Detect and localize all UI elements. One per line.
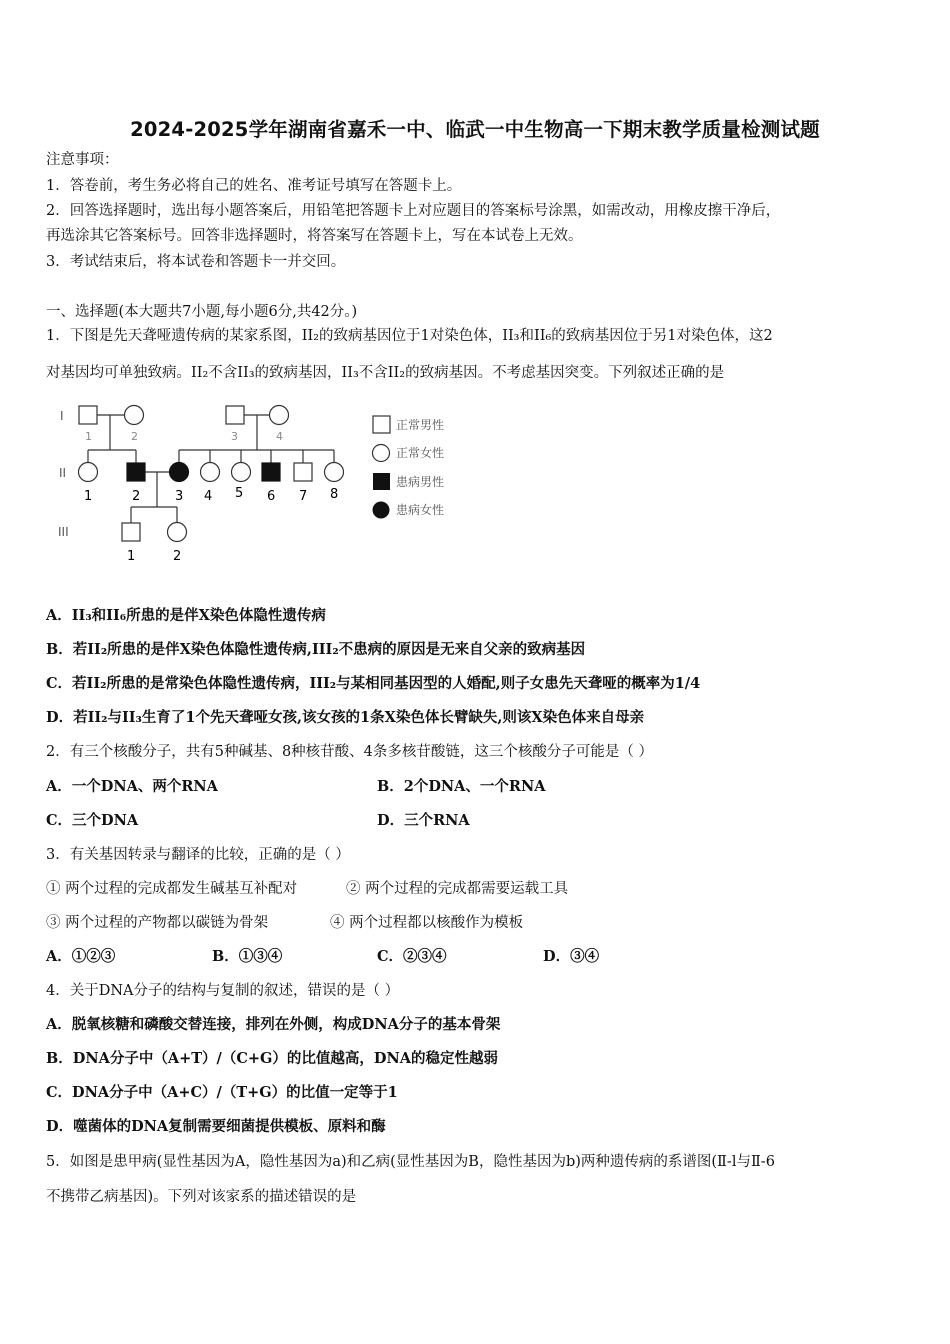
gen2-number: 8 <box>330 487 339 502</box>
q3-option-c: C．②③④ <box>377 948 447 965</box>
q5-stem-line2: 不携带乙病基因)。下列对该家系的描述错误的是 <box>46 1189 357 1205</box>
q1-option-a: A．II₃和II₆所患的是伴X染色体隐性遗传病 <box>46 607 326 624</box>
q2-option-c: C．三个DNA <box>46 812 139 829</box>
legend-affected-female-icon <box>373 502 390 519</box>
gen2-number: 2 <box>132 489 141 504</box>
gen2-number: 1 <box>84 489 93 504</box>
pedigree-II-7 <box>294 463 312 481</box>
q1-stem-line2: 对基因均可单独致病。II₂不含II₃的致病基因，II₃不含II₂的致病基因。不考虑基因突变。下列叙述正确的是 <box>46 365 725 381</box>
gen2-number: 6 <box>267 489 276 504</box>
q2-option-b: B．2个DNA、一个RNA <box>377 778 546 795</box>
gen2-number: 5 <box>235 486 244 501</box>
section-heading: 一、选择题(本大题共7小题,每小题6分,共42分。) <box>46 304 358 320</box>
q3-option-a: A．①②③ <box>46 948 116 965</box>
legend-normal-male-icon <box>373 416 390 433</box>
pedigree-figure <box>46 395 476 570</box>
pedigree-II-4 <box>201 463 220 482</box>
legend-normal-female: 正常女性 <box>396 446 445 460</box>
pedigree-II-6 <box>262 463 280 481</box>
q1-stem-line1: 1．下图是先天聋哑遗传病的某家系图，II₂的致病基因位于1对染色体，II₃和II₆的致病基因位于另1对染色体，这2 <box>46 328 773 344</box>
pedigree-II-2 <box>127 463 145 481</box>
q1-option-b: B．若II₂所患的是伴X染色体隐性遗传病,III₂不患病的原因是无来自父亲的致病基因 <box>46 641 586 658</box>
pedigree-II-3 <box>170 463 189 482</box>
notice-item-3: 3．考试结束后，将本试卷和答题卡一并交回。 <box>46 254 346 270</box>
gen-label-I: I <box>60 409 64 423</box>
notice-heading: 注意事项： <box>46 152 119 168</box>
q3-stem: 3．有关基因转录与翻译的比较，正确的是（ ） <box>46 847 350 863</box>
q3-statement-3: ③ 两个过程的产物都以碳链为骨架 <box>46 915 269 931</box>
q4-option-a: A．脱氧核糖和磷酸交替连接，排列在外侧，构成DNA分子的基本骨架 <box>46 1016 501 1033</box>
gen1-number: 2 <box>131 430 138 443</box>
pedigree-I-2 <box>125 406 144 425</box>
q4-option-b: B．DNA分子中（A+T）/（C+G）的比值越高，DNA的稳定性越弱 <box>46 1050 498 1067</box>
legend-normal-male: 正常男性 <box>396 418 445 432</box>
q3-statement-1: ① 两个过程的完成都发生碱基互补配对 <box>46 881 298 897</box>
notice-item-2-cont: 再选涂其它答案标号。回答非选择题时，将答案写在答题卡上，写在本试卷上无效。 <box>46 228 583 244</box>
gen2-number: 3 <box>175 489 184 504</box>
q3-option-d: D．③④ <box>543 948 600 965</box>
gen1-number: 3 <box>231 430 238 443</box>
legend-normal-female-icon <box>373 445 390 462</box>
q2-option-a: A．一个DNA、两个RNA <box>46 778 218 795</box>
q3-option-b: B．①③④ <box>212 948 283 965</box>
q4-option-d: D．噬菌体的DNA复制需要细菌提供模板、原料和酶 <box>46 1118 386 1135</box>
legend-affected-male-icon <box>373 473 390 490</box>
gen1-number: 1 <box>85 430 92 443</box>
pedigree-I-1 <box>79 406 97 424</box>
gen2-number: 4 <box>204 489 213 504</box>
pedigree-III-2 <box>168 523 187 542</box>
gen1-number: 4 <box>276 430 283 443</box>
notice-item-1: 1．答卷前，考生务必将自己的姓名、准考证号填写在答题卡上。 <box>46 178 462 194</box>
page-title: 2024-2025学年湖南省嘉禾一中、临武一中生物高一下期末教学质量检测试题 <box>130 118 820 141</box>
gen3-number: 2 <box>173 549 182 564</box>
notice-item-2: 2．回答选择题时，选出每小题答案后，用铅笔把答题卡上对应题目的答案标号涂黑，如需改动，用橡皮擦干净后， <box>46 203 781 219</box>
pedigree-I-3 <box>226 406 244 424</box>
pedigree-III-1 <box>122 523 140 541</box>
q5-stem-line1: 5．如图是患甲病(显性基因为A，隐性基因为a)和乙病(显性基因为B，隐性基因为b)两种遗传病的系谱图(Ⅱ-l与Ⅱ-6 <box>46 1154 775 1170</box>
q1-option-c: C．若II₂所患的是常染色体隐性遗传病，III₂与某相同基因型的人婚配,则子女患先天聋哑的概率为1/4 <box>46 675 701 692</box>
q3-statement-4: ④ 两个过程都以核酸作为模板 <box>330 915 524 931</box>
q3-statement-2: ② 两个过程的完成都需要运载工具 <box>346 881 569 897</box>
gen-label-II: II <box>59 466 67 480</box>
pedigree-II-1 <box>79 463 98 482</box>
legend-affected-male: 患病男性 <box>396 475 445 489</box>
q1-option-d: D．若II₂与II₃生育了1个先天聋哑女孩,该女孩的1条X染色体长臂缺失,则该X染色体来自母亲 <box>46 709 645 726</box>
q4-stem: 4．关于DNA分子的结构与复制的叙述，错误的是（ ） <box>46 983 400 999</box>
q2-stem: 2．有三个核酸分子，共有5种碱基、8种核苷酸、4条多核苷酸链，这三个核酸分子可能是（ ） <box>46 744 654 760</box>
pedigree-II-5 <box>232 463 251 482</box>
gen2-number: 7 <box>299 489 308 504</box>
legend-affected-female: 患病女性 <box>396 503 445 517</box>
pedigree-I-4 <box>270 406 289 425</box>
q4-option-c: C．DNA分子中（A+C）/（T+G）的比值一定等于1 <box>46 1084 398 1101</box>
gen3-number: 1 <box>127 549 136 564</box>
pedigree-II-8 <box>325 463 344 482</box>
q2-option-d: D．三个RNA <box>377 812 470 829</box>
gen-label-III: III <box>58 525 69 539</box>
